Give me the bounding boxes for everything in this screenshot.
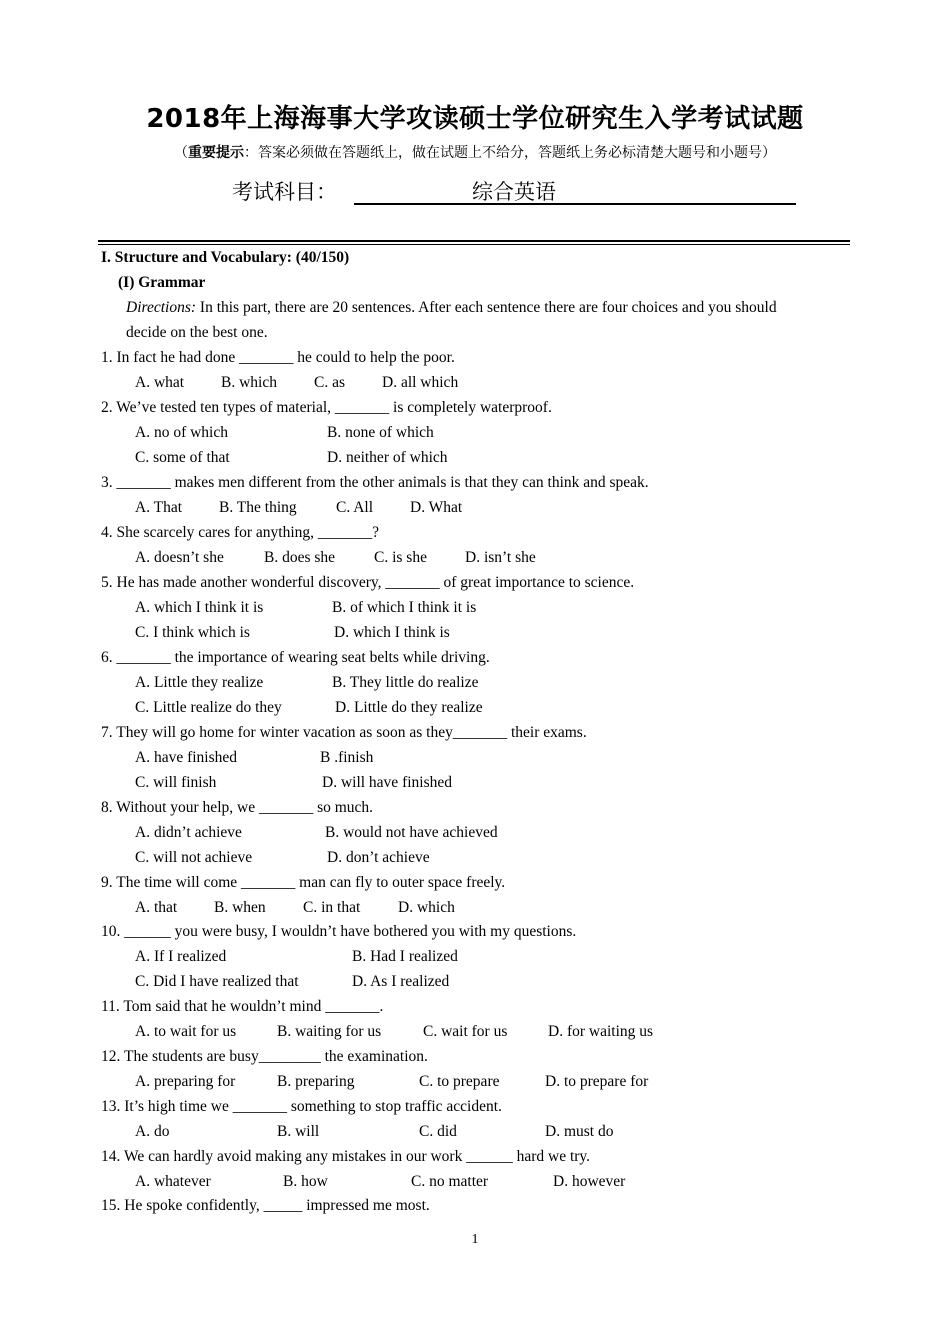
option: A. that xyxy=(135,899,178,916)
question-stem: 4. She scarcely cares for anything, _______? xyxy=(101,524,380,541)
question-stem: 12. The students are busy________ the examination. xyxy=(101,1048,428,1065)
notice-bold: 重要提示 xyxy=(188,145,244,161)
subject-underline xyxy=(354,203,796,205)
option: B. preparing xyxy=(277,1073,355,1090)
option: C. as xyxy=(314,374,345,391)
question-stem: 13. It’s high time we _______ something to stop traffic accident. xyxy=(101,1098,502,1115)
option: A. to wait for us xyxy=(135,1023,237,1040)
option: D. which xyxy=(398,899,455,916)
question-stem: 11. Tom said that he wouldn’t mind _______. xyxy=(101,998,384,1015)
option: C. will not achieve xyxy=(135,849,253,866)
option: A. whatever xyxy=(135,1173,211,1190)
option: D. What xyxy=(410,499,463,516)
option: A. doesn’t she xyxy=(135,549,224,566)
exam-title: 2018年上海海事大学攻读硕士学位研究生入学考试试题 xyxy=(146,104,804,134)
option: D. however xyxy=(553,1173,626,1190)
option: D. must do xyxy=(545,1123,614,1140)
option: A. no of which xyxy=(135,424,228,441)
directions-label: Directions: xyxy=(126,299,197,316)
part-title: (I) Grammar xyxy=(118,274,206,291)
question-stem: 7. They will go home for winter vacation as soon as they_______ their exams. xyxy=(101,724,587,741)
option: C. I think which is xyxy=(135,624,250,641)
option: C. will finish xyxy=(135,774,217,791)
option: C. in that xyxy=(303,899,361,916)
option: A. didn’t achieve xyxy=(135,824,242,841)
option: C. is she xyxy=(374,549,427,566)
question-stem: 5. He has made another wonderful discovery, _______ of great importance to science. xyxy=(101,574,635,591)
option: C. to prepare xyxy=(419,1073,500,1090)
option: B. will xyxy=(277,1123,320,1140)
section-title: I. Structure and Vocabulary: (40/150) xyxy=(101,249,350,266)
option: A. If I realized xyxy=(135,948,227,965)
option: D. As I realized xyxy=(352,973,450,990)
directions: Directions: In this part, there are 20 sentences. After each sentence there are four choices and you should xyxy=(126,299,777,316)
option: D. will have finished xyxy=(322,774,453,791)
option: D. don’t achieve xyxy=(327,849,430,866)
option: B. The thing xyxy=(219,499,297,516)
option: D. for waiting us xyxy=(548,1023,654,1040)
option: C. some of that xyxy=(135,449,230,466)
option: C. no matter xyxy=(411,1173,489,1190)
divider-thin xyxy=(98,244,850,245)
question-stem: 8. Without your help, we _______ so much. xyxy=(101,799,374,816)
question-stem: 10. ______ you were busy, I wouldn’t have bothered you with my questions. xyxy=(101,923,577,940)
question-stem: 9. The time will come _______ man can fly to outer space freely. xyxy=(101,874,506,891)
option: C. All xyxy=(336,499,374,516)
option: A. which I think it is xyxy=(135,599,264,616)
option: D. all which xyxy=(382,374,459,391)
option: D. to prepare for xyxy=(545,1073,649,1090)
question-stem: 6. _______ the importance of wearing seat belts while driving. xyxy=(101,649,490,666)
option: D. neither of which xyxy=(327,449,448,466)
option: D. which I think is xyxy=(334,624,450,641)
option: A. have finished xyxy=(135,749,238,766)
option: B. how xyxy=(283,1173,328,1190)
option: B. Had I realized xyxy=(352,948,458,965)
subject-value: 综合英语 xyxy=(472,180,556,204)
option: C. Little realize do they xyxy=(135,699,282,716)
option: B .finish xyxy=(320,749,374,766)
option: A. That xyxy=(135,499,183,516)
divider-thick xyxy=(98,240,850,242)
directions-cont: decide on the best one. xyxy=(126,324,268,341)
question-stem: 14. We can hardly avoid making any mistakes in our work ______ hard we try. xyxy=(101,1148,591,1165)
question-stem: 3. _______ makes men different from the other animals is that they can think and speak. xyxy=(101,474,649,491)
option: A. Little they realize xyxy=(135,674,264,691)
option: C. Did I have realized that xyxy=(135,973,299,990)
question-stem: 1. In fact he had done _______ he could to help the poor. xyxy=(101,349,455,366)
option: B. none of which xyxy=(327,424,434,441)
option: D. isn’t she xyxy=(465,549,536,566)
option: A. what xyxy=(135,374,185,391)
option: B. of which I think it is xyxy=(332,599,477,616)
option: D. Little do they realize xyxy=(335,699,483,716)
option: A. do xyxy=(135,1123,170,1140)
option: B. does she xyxy=(264,549,336,566)
option: B. which xyxy=(221,374,277,391)
question-stem: 2. We’ve tested ten types of material, _______ is completely waterproof. xyxy=(101,399,552,416)
option: B. would not have achieved xyxy=(325,824,498,841)
option: A. preparing for xyxy=(135,1073,236,1090)
option: B. when xyxy=(214,899,266,916)
option: C. wait for us xyxy=(423,1023,508,1040)
page-number: 1 xyxy=(471,1232,479,1247)
subject-label: 考试科目： xyxy=(232,180,337,204)
option: B. waiting for us xyxy=(277,1023,382,1040)
question-stem: 15. He spoke confidently, _____ impressed me most. xyxy=(101,1197,430,1214)
option: B. They little do realize xyxy=(332,674,479,691)
option: C. did xyxy=(419,1123,457,1140)
exam-notice: （重要提示：答案必须做在答题纸上，做在试题上不给分，答题纸上务必标清楚大题号和小题号） xyxy=(174,145,776,161)
